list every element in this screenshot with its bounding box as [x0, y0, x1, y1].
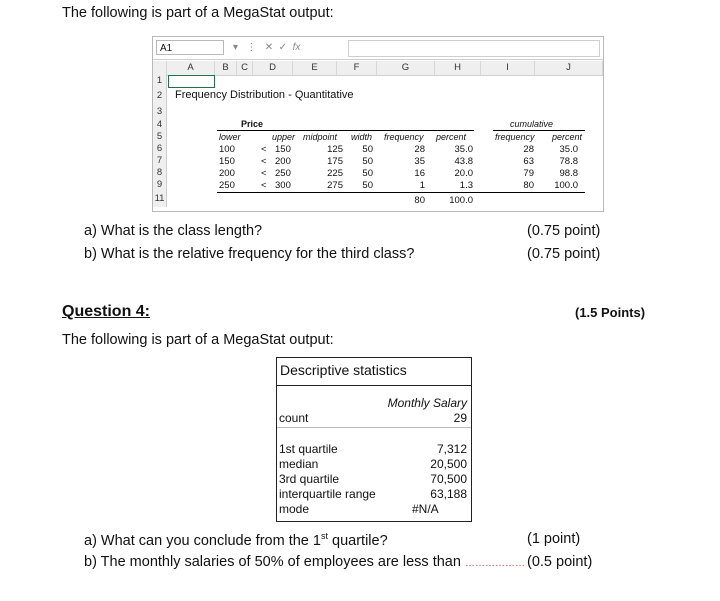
- col-header[interactable]: D: [253, 61, 293, 75]
- question-4a-text-end: quartile?: [327, 532, 388, 549]
- formula-icons: [233, 40, 300, 55]
- header-percent: percent: [436, 132, 467, 142]
- stats-value: 29: [453, 411, 467, 425]
- question-4-points: (1.5 Points): [575, 305, 646, 320]
- stats-label: mode: [279, 502, 310, 516]
- cum-percent-cell: 35.0: [559, 144, 578, 155]
- row-header[interactable]: 6: [153, 143, 167, 155]
- spreadsheet-snapshot: [152, 36, 604, 212]
- stats-title: Descriptive statistics: [280, 362, 407, 378]
- percent-cell: 20.0: [454, 168, 473, 179]
- header-upper: upper: [272, 132, 296, 142]
- table-title: Frequency Distribution - Quantitative: [175, 89, 354, 101]
- frequency-cell: 16: [414, 168, 425, 179]
- header-lower: lower: [219, 132, 241, 142]
- cancel-icon: ✕: [264, 42, 274, 53]
- upper-cell: 150: [275, 144, 291, 155]
- total-frequency: 80: [414, 195, 425, 206]
- row-header[interactable]: 8: [153, 167, 167, 179]
- question-b: b) What is the relative frequency for the third class?: [84, 246, 415, 262]
- row-header[interactable]: 3: [153, 105, 167, 118]
- midpoint-cell: 275: [327, 180, 343, 191]
- question-a: a) What is the class length?: [84, 223, 263, 239]
- header-cum-percent: percent: [552, 132, 583, 142]
- answer-blank: ………………: [464, 558, 525, 569]
- name-box[interactable]: A1: [156, 40, 224, 55]
- header-rule: [493, 130, 585, 131]
- intro-text-2: The following is part of a MegaStat output:: [62, 332, 334, 348]
- stats-value: 20,500: [430, 457, 467, 471]
- col-header[interactable]: C: [237, 61, 253, 75]
- formula-bar: [153, 37, 603, 60]
- cum-percent-cell: 98.8: [559, 168, 578, 179]
- intro-text-1: The following is part of a MegaStat output:: [62, 5, 334, 21]
- fx-icon: fx: [292, 42, 301, 53]
- header-width: width: [351, 132, 373, 142]
- midpoint-cell: 225: [327, 168, 343, 179]
- cum-percent-cell: 78.8: [559, 156, 578, 167]
- col-header[interactable]: E: [293, 61, 337, 75]
- row-header[interactable]: 2: [153, 87, 167, 105]
- total-rule: [217, 192, 585, 193]
- stats-label: 3rd quartile: [279, 472, 340, 486]
- col-header[interactable]: J: [535, 61, 603, 75]
- width-cell: 50: [362, 144, 373, 155]
- formula-input[interactable]: [348, 40, 600, 57]
- stats-divider: [277, 427, 471, 428]
- midpoint-cell: 175: [327, 156, 343, 167]
- question-4b-points: (0.5 point): [527, 554, 593, 570]
- header-cum-frequency: frequency: [495, 132, 535, 142]
- cum-frequency-cell: 80: [523, 180, 534, 191]
- lower-cell: 150: [219, 156, 235, 167]
- lower-cell: 250: [219, 180, 235, 191]
- question-4a: [84, 531, 388, 549]
- midpoint-cell: 125: [327, 144, 343, 155]
- header-midpoint: midpoint: [303, 132, 338, 142]
- lt-sign: <: [261, 156, 267, 167]
- question-4-heading: Question 4:: [62, 303, 151, 320]
- stats-label: count: [279, 411, 309, 425]
- enter-icon: ✓: [278, 42, 288, 53]
- question-4a-points: (1 point): [527, 531, 581, 547]
- question-b-points: (0.75 point): [527, 246, 601, 262]
- cum-percent-cell: 100.0: [554, 180, 578, 191]
- header-frequency: frequency: [384, 132, 424, 142]
- header-rule: [217, 130, 474, 131]
- row-header[interactable]: 9: [153, 179, 167, 191]
- cum-frequency-cell: 63: [523, 156, 534, 167]
- stats-label: 1st quartile: [279, 442, 338, 456]
- row-header[interactable]: 11: [153, 191, 167, 207]
- width-cell: 50: [362, 156, 373, 167]
- descriptive-stats-table: [276, 357, 472, 522]
- percent-cell: 35.0: [454, 144, 473, 155]
- stats-divider: [277, 385, 471, 386]
- col-header[interactable]: I: [481, 61, 535, 75]
- row-header[interactable]: 4: [153, 118, 167, 131]
- row-header[interactable]: 7: [153, 155, 167, 167]
- width-cell: 50: [362, 180, 373, 191]
- width-cell: 50: [362, 168, 373, 179]
- ordinal-suffix: st: [320, 531, 328, 541]
- lower-cell: 200: [219, 168, 235, 179]
- row-header[interactable]: 1: [153, 75, 167, 87]
- stats-label: median: [279, 457, 319, 471]
- upper-cell: 300: [275, 180, 291, 191]
- percent-cell: 43.8: [454, 156, 473, 167]
- selected-cell-a1[interactable]: [168, 75, 215, 88]
- column-header-row: [153, 61, 603, 76]
- col-header[interactable]: H: [435, 61, 481, 75]
- stats-value: 70,500: [430, 472, 467, 486]
- lt-sign: <: [261, 144, 267, 155]
- stats-column-header: Monthly Salary: [387, 396, 467, 410]
- frequency-cell: 28: [414, 144, 425, 155]
- price-label: Price: [241, 119, 264, 129]
- lt-sign: <: [261, 180, 267, 191]
- question-4b: [84, 554, 525, 570]
- percent-cell: 1.3: [459, 180, 473, 191]
- upper-cell: 200: [275, 156, 291, 167]
- stats-value: 63,188: [430, 487, 467, 501]
- lt-sign: <: [261, 168, 267, 179]
- frequency-cell: 35: [414, 156, 425, 167]
- stats-value: 7,312: [436, 442, 467, 456]
- question-a-points: (0.75 point): [527, 223, 601, 239]
- cum-frequency-cell: 79: [523, 168, 534, 179]
- stats-value: #N/A: [412, 502, 439, 516]
- frequency-cell: 1: [419, 180, 425, 191]
- col-header[interactable]: G: [377, 61, 435, 75]
- select-all-corner[interactable]: [153, 61, 167, 75]
- question-4b-text: b) The monthly salaries of 50% of employees are less than: [84, 554, 461, 570]
- total-percent: 100.0: [449, 195, 473, 206]
- col-header[interactable]: F: [337, 61, 377, 75]
- col-header[interactable]: B: [215, 61, 237, 75]
- more-icon: ⋮: [246, 42, 257, 53]
- cumulative-label: cumulative: [510, 119, 554, 129]
- dropdown-icon: ▾: [233, 42, 239, 53]
- row-header[interactable]: 5: [153, 131, 167, 143]
- stats-label: interquartile range: [279, 487, 376, 501]
- cum-frequency-cell: 28: [523, 144, 534, 155]
- lower-cell: 100: [219, 144, 235, 155]
- upper-cell: 250: [275, 168, 291, 179]
- question-4a-text: a) What can you conclude from the 1: [84, 532, 321, 549]
- col-header[interactable]: A: [167, 61, 215, 75]
